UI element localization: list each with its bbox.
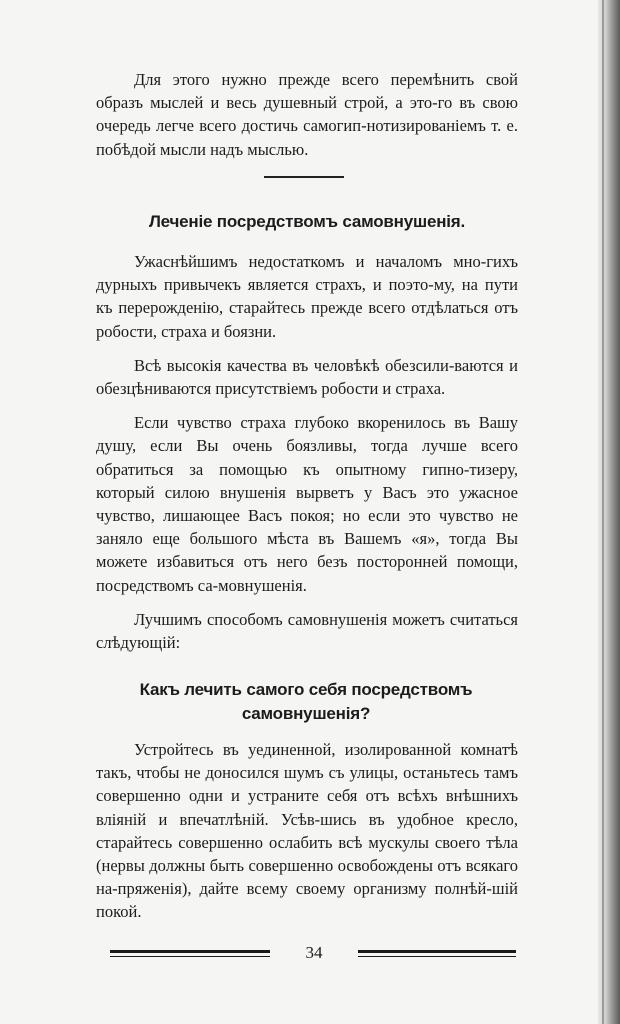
footer-rule-right (358, 950, 516, 958)
footer-rule-left (110, 950, 270, 958)
paragraph: Лучшимъ способомъ самовнушенiя можетъ считаться слѣдующiй: (96, 609, 518, 653)
page-number: 34 (305, 943, 323, 962)
treatment-section-body (96, 250, 518, 665)
paragraph: Всѣ высокiя качества въ человѣкѣ обезсили-ваются и обезцѣниваются присутствiемъ робости и страха. (96, 355, 518, 399)
paragraph: Устройтесь въ уединенной, изолированной комнатѣ такъ, чтобы не доносился шумъ съ улицы, останьтесь тамъ совершенно одни и устраните себя отъ всѣхъ внѣшнихъ влiянiй и впечатлѣнiй. Усѣв-шись въ удобное кресло, старайтесь совершенно ослабить всѣ мускулы своего тѣла (нервы должны быть совершенно освобождены отъ всякаго на-пряженiя), дайте всему своему организму полнѣй-шiй покой. (96, 740, 518, 922)
paragraph: Если чувство страха глубоко вкоренилось въ Вашу душу, если Вы очень боязливы, тогда лучше всего обратиться за помощью къ опытному гипно-тизеру, который силою внушенiя вырветъ у Васъ это ужасное чувство, лишающее Васъ покоя; но если это чувство не заняло еще большого мѣста въ Вашемъ «я», тогда Вы можете избавиться отъ него безъ посторонней помощи, посредствомъ са-мовнушенiя. (96, 413, 518, 595)
self-treatment-section-body (96, 738, 518, 924)
section-divider (264, 176, 344, 178)
intro-paragraph: Для этого нужно прежде всего перемѣнить свой образъ мыслей и весь душевный строй, а это-го въ свою очередь легче всего достичь самогип-нотизированiемъ т. е. побѣдой мысли надъ мыслью. (96, 70, 518, 159)
section-heading-self-treatment: Какъ лечить самого себя посредствомъ самовнушенiя? (139, 680, 473, 723)
paragraph: Ужаснѣйшимъ недостаткомъ и началомъ мно-гихъ дурныхъ привычекъ является страхъ, и поэто-му, на пути къ перерожденiю, старайтесь прежде всего отдѣлаться отъ робости, страха и боязни. (96, 252, 518, 341)
binding-line (602, 0, 604, 1024)
intro-section (96, 68, 518, 161)
page-footer (110, 940, 516, 970)
section-heading-treatment: Леченiе посредствомъ самовнушенiя. (148, 212, 466, 231)
